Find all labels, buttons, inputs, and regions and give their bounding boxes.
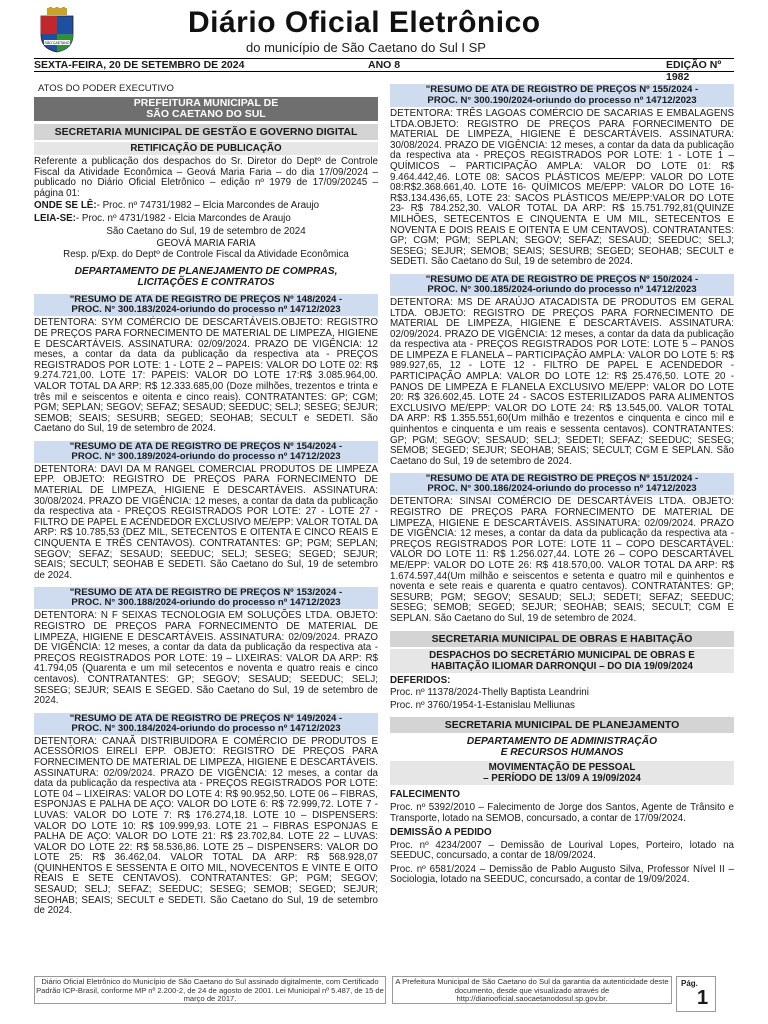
dept-compras-line2: LICITAÇÕES E CONTRATOS [137,277,275,289]
leia-se [34,214,378,225]
despachos-header [390,649,734,673]
issue-edition: EDIÇÃO Nº 1982 [666,59,722,83]
demissao-1: Proc. nº 4234/2007 – Demissão de Lourival Lopes, Porteiro, lotado na SEEDUC, concursado, a contar de 18/09/2024. [390,839,734,862]
onde-label: ONDE SE LÊ: [34,200,97,212]
movimentacao-header [390,761,734,785]
secretaria-obras-header: SECRETARIA MUNICIPAL DE OBRAS E HABITAÇÃO [390,631,734,647]
dept-adm-line2: E RECURSOS HUMANOS [500,747,624,759]
falecimento-label: FALECIMENTO [390,789,461,801]
ata-155-text: DETENTORA: TRÊS LAGOAS COMÉRCIO DE SACARIAS E EMBALAGENS LTDA.OBJETO: REGISTRO DE PREÇOS PARA FORNECIMENTO DE MATERIAL DE LIMPEZA, HIGIENE E DESCARTÁVEIS. ASSINATURA: 30/08/2024. PRAZO DE VIGÊNCIA: 12 meses, a contar da data da publicação da respectiva ata - PREÇOS REGISTRADOS POR LOTE: 1 - LOTE 1 – QUÍMICOS – PARTICIPAÇÃO AMPLA: VALOR DO LOTE 01: R$ 9.464.442,46. LOTE 08: SACOS PLÁSTICOS ME/EPP: VALOR DO LOTE 08:R$2.368.661,40. LOTE 16- QUÍMICOS ME/EPP: VALOR DO LOTE 16- R$3.134.436,65, LOTE 23: SACOS PLÁSTICOS ME/EPP:VALOR DO LOTE 23- R$ 784.252,30. VALOR TOTAL DA ARP: R$ 15.751.792,81(QUINZE MILHÕES, SETECENTOS E CINQUENTA E UM MIL, SETECENTOS E NOVENTA E DOIS REAIS E OITENTA E UM CENTAVOS). CONTRATANTES: GP; CGM; PGM; SEPLAN; SEGOV; SEFAZ; SESAUD; SEEDUC; SELJ; SESEG; SEJUR; SEMOB; SEAIS; SESURB; SEGED; SEOHAB; SECULT e SEDETI. São Caetano do Sul, 19 de setembro de 2024. [390,108,734,268]
issue-year: ANO 8 [368,59,401,71]
ata-149-line2: PROC. N° 300.184/2024-oriundo do processo nº 14712/2023 [71,722,341,734]
ata-149-line1: "RESUMO DE ATA DE REGISTRO DE PREÇOS Nº 149/2024 - [69,712,343,724]
page-number-box [676,976,716,1012]
issue-date: SEXTA-FEIRA, 20 DE SETEMBRO DE 2024 [34,59,245,71]
ata-150-header [390,274,734,296]
publication-title: Diário Oficial Eletrônico [188,6,541,39]
demissao-label: DEMISSÃO A PEDIDO [390,827,492,839]
ata-148-line1: "RESUMO DE ATA DE REGISTRO DE PREÇOS Nº 148/2024 - [69,294,343,306]
dateline-bar [34,58,734,83]
deferidos-label: DEFERIDOS: [390,674,451,686]
ata-148-line2: PROC. N° 300.183/2024-oriundo do processo nº 14712/2023 [71,304,341,316]
ata-155-header [390,84,734,107]
deferido-2: Proc. nº 3760/1954-1-Estanislau Melliunas [390,699,575,711]
demissao-2: Proc. nº 6581/2024 – Demissão de Pablo Augusto Silva, Professor Nível II – Sociologia, lotado na SEEDUC, concursado, a contar de 19/09/2024. [390,863,734,886]
ata-153-text: DETENTORA: N F SEIXAS TECNOLOGIA EM SOLUÇÕES LTDA. OBJETO: REGISTRO DE PREÇOS PARA FORNECIMENTO DE MATERIAL DE LIMPEZA, HIGIENE E DESCARTÁVEIS. ASSINATURA: 02/09/2024. PRAZO DE VIGÊNCIA: 12 meses, a contar da data da publicação da respectiva ata - PREÇOS REGISTRADOS POR LOTE: 19 – LIXEIRAS: VALOR DA ARP: R$ 41.794,05 (Quarenta e um mil setecentos e noventa e quatro reais e cinco centavos). CONTRATANTES: GP; SEGOV; SESAUD; SEEDUC; SELJ; SESEG; SEJUR; SEAIS E SEGED. São Caetano do Sul, 19 de setembro de 2024. [34,610,378,707]
prefeitura-header [34,97,378,121]
ata-154-line2: PROC. N° 300.189/2024-oriundo do processo nº 14712/2023 [71,450,341,462]
ata-148-text: DETENTORA: SYM COMÉRCIO DE DESCARTÁVEIS.OBJETO: REGISTRO DE PREÇOS PARA FORNECIMENTO DE MATERIAL DE LIMPEZA, HIGIENE E DESCARTÁVEIS. ASSINATURA: 02/09/2024. PRAZO DE VIGÊNCIA: 12 meses, a contar da data da publicação da respectiva ata - PREÇOS REGISTRADOS POR LOTE: 1 - LOTE 2 – PAPEIS: VALOR DO LOTE 02: R$ 9.274.721,00. LOTE 17: PAPEIS: VALOR DO LOTE 17:R$ 3.085.964,00. VALOR TOTAL DA ARP: R$ 12.333.685,00 (Doze milhões, trezentos e trinta e três mil e seiscentos e oitenta e cinco reais). CONTRATANTES: GP; CGM; PGM; SEPLAN; SEGOV; SEFAZ; SESAUD; SEEDUC; SELJ; SESEG; SEJUR; SEMOB; SEAIS; SESURB; SEGED; SEOHAB; SECULT e SEDETI. São Caetano do Sul, 19 de setembro de 2024. [34,317,378,435]
ata-155-line2: PROC. N° 300.190/2024-oriundo do processo nº 14712/2023 [427,94,697,106]
signer-role: Resp. p/Exp. do Deptº de Controle Fiscal da Atividade Econômica [63,248,349,260]
secretaria-gestao-header: SECRETARIA MUNICIPAL DE GESTÃO E GOVERNO DIGITAL [34,124,378,140]
publication-subtitle: do município de São Caetano do Sul I SP [246,40,486,55]
ata-154-text: DETENTORA: DAVI DA M RANGEL COMERCIAL PRODUTOS DE LIMPEZA EPP. OBJETO: REGISTRO DE PREÇOS PARA FORNECIMENTO DE MATERIAL DE LIMPEZA, HIGIENE E DESCARTÁVEIS. ASSINATURA: 30/08/2024. PRAZO DE VIGÊNCIA: 12 meses, a contar da data da publicação da respectiva ata - PREÇOS REGISTRADOS POR LOTE: 27 - LOTE 27 - FILTRO DE PAPEL E ACENDEDOR EXCLUSIVO ME/EPP: VALOR TOTAL DA ARP: R$ 10.785,53 (DEZ MIL, SETECENTOS E OITENTA E CINCO REAIS E CINQUENTA E TRÊS CENTAVOS). CONTRATANTES: GP; PGM; SEPLAN; SEGOV; SEFAZ; SESAUD; SEEDUC; SELJ; SESEG; SEGED; SEJUR; SEAIS; SECULT; SEOHAB E SEDETI. São Caetano do Sul, 19 de setembro de 2024. [34,463,378,581]
secretaria-planejamento-header: SECRETARIA MUNICIPAL DE PLANEJAMENTO [390,717,734,733]
dept-adm-line1: DEPARTAMENTO DE ADMINISTRAÇÃO [466,736,658,748]
onde-se-le [34,201,378,212]
despachos-line2: HABITAÇÃO ILIOMAR DARRONQUI – DO DIA 19/09/2024 [431,660,693,672]
ata-151-header [390,473,734,495]
local-date: São Caetano do Sul, 19 de setembro de 2024 [106,225,306,237]
ata-150-text: DETENTORA: MS DE ARAÚJO ATACADISTA DE PRODUTOS EM GERAL LTDA. OBJETO: REGISTRO DE PREÇOS PARA FORNECIMENTO DE MATERIAL DE LIMPEZA, HIGIENE E DESCARTÁVEIS. ASSINATURA: 02/09/2024. PRAZO DE VIGÊNCIA: 12 meses, a contar da data da publicação da respectiva ata - PREÇOS REGISTRADOS POR LOTE: LOTE 5 – PANOS DE LIMPEZA E FLANELA – PARTICIPAÇÃO AMPLA: VALOR DO LOTE 5: R$ 989.927,65, 12 - LOTE 12 - FILTRO DE PAPEL E ACENDEDOR - PARTICIPAÇÃO AMPLA: VALOR DO LOTE 12: R$ 25.476,50. LOTE 20 - PANOS DE LIMPEZA E FLANELA EXCLUSIVO ME/EPP: VALOR DO LOTE 20: R$ 326.602,45. LOTE 24 - SACOS ESTERILIZADOS PARA ALIMENTOS EXCLUSIVO ME/EPP: VALOR DO LOTE 24: R$ 13.545,00. VALOR TOTAL DA ARP: R$ 1.355.551,60(Um milhão e trezentos e cinquenta e cinco mil e quinhentos e cinquenta e um reais e sessenta centavos). CONTRATANTES: GP; PGM; SEGOV; SESAUD; SELJ; SEDETI; SEFAZ; SEEDUC; SESEG; SEMOB; SEGED; SEJUR; SEOHAB; SEAIS; SECULT; CGM E SEPLAN. São Caetano do Sul, 19 de setembro de 2024. [390,296,734,467]
ata-155-line1: "RESUMO DE ATA DE REGISTRO DE PREÇOS Nº 155/2024 - [425,84,699,95]
ata-154-header [34,441,378,463]
despachos-line1: DESPACHOS DO SECRETÁRIO MUNICIPAL DE OBRAS E [429,649,695,661]
falecimento-text: Proc. nº 5392/2010 – Falecimento de Jorge dos Santos, Agente de Trânsito e Transporte, lotado na SEMOB, concursado, a contar de 17/09/2024. [390,801,734,824]
ata-151-line1: "RESUMO DE ATA DE REGISTRO DE PREÇOS Nº 151/2024 - [425,473,699,485]
crest-text: SÃO CAETANO [44,41,70,45]
ata-153-line1: "RESUMO DE ATA DE REGISTRO DE PREÇOS Nº 153/2024 - [69,587,343,599]
ata-153-line2: PROC. N° 300.188/2024-oriundo do processo nº 14712/2023 [71,597,341,609]
page-number: 1 [697,987,709,1009]
retificacao-header: RETIFICAÇÃO DE PUBLICAÇÃO [34,142,378,155]
leia-text: - Proc. nº 4731/1982 - Elcia Marcondes de Araujo [75,212,291,224]
ata-154-line1: "RESUMO DE ATA DE REGISTRO DE PREÇOS Nº 154/2024 - [69,440,343,452]
onde-text: - Proc. nº 74731/1982 – Elcia Marcondes de Araujo [96,200,320,212]
ata-150-line2: PROC. N° 300.185/2024-oriundo do processo nº 14712/2023 [427,283,697,295]
signer-name: GEOVÁ MARIA FARIA [156,238,256,250]
ata-149-header [34,713,378,735]
footer-certificate-note: Diário Oficial Eletrônico do Município de São Caetano do Sul assinado digitalmente, com Certificado Padrão ICP-Brasil, conforme MP nº 2.200-2, de 24 de agosto de 2001. Lei Municipal nº 5.487, de 15 de março de 2017. [34,976,386,1004]
section-atos: ATOS DO PODER EXECUTIVO [38,83,174,94]
dept-adm-title [390,736,734,758]
prefeitura-line2: SÃO CAETANO DO SUL [146,108,266,120]
page-label: Pág. [681,979,698,988]
ata-149-text: DETENTORA: CANAÃ DISTRIBUIDORA E COMÉRCIO DE PRODUTOS E ACESSÓRIOS EIRELI EPP. OBJETO: REGISTRO DE PREÇOS PARA FORNECIMENTO DE MATERIAL DE LIMPEZA, HIGIENE E DESCARTÁVEIS. ASSINATURA: 02/09/2024. PRAZO DE VIGÊNCIA: 12 meses, a contar da data da publicação da respectiva ata - PREÇOS REGISTRADOS POR LOTE: LOTE 04 – LIXEIRAS: VALOR DO LOTE 4: R$ 90.952,50. LOTE 06 – FIBRAS, ESPONJAS E PALHA DE AÇO: VALOR DO LOTE 6: R$ 72.999,72. LOTE 7 - LUVAS: VALOR DO LOTE 7: R$ 176.274,18. LOTE 10 – DISPENSERS: VALOR DO LOTE 10: R$ 109.999,93. LOTE 21 – FIBRAS ESPONJAS E PALHA DE AÇO: VALOR DO LOTE 21: R$ 23.702,84. LOTE 22 – LUVAS: VALOR DO LOTE 22: R$ 58.536,86. LOTE 25 – DISPENSERS: VALOR DO LOTE 25: R$ 36.462,04. VALOR TOTAL DA ARP: R$ 568.928,07 (QUINHENTOS E SESSENTA E OITO MIL, NOVECENTOS E VINTE E OITO REAIS E SETE CENTAVOS). CONTRATANTES: GP; PGM; SEGOV; SESAUD; SELJ; SEFAZ; SEEDUC; SESEG; SEMOB; SEGED; SEJUR; SEOHAB; SEAIS; SECULT e SEDETI. São Caetano do Sul, 19 de setembro de 2024. [34,735,378,917]
retificacao-text: Referente a publicação dos despachos do Sr. Diretor do Deptº de Controle Fiscal da Atividade Econômica – Geová Maria Faria – do dia 17/09/2024 – publicado no Diário Oficial Eletrônico – edição nº 1979 de 17/09/20245 – página 01: [34,156,378,199]
movimentacao-line1: MOVIMENTAÇÃO DE PESSOAL [488,762,636,774]
ata-151-text: DETENTORA: SINSAI COMÉRCIO DE DESCARTÁVEIS LTDA. OBJETO: REGISTRO DE PREÇOS PARA FORNECIMENTO DE MATERIAL DE LIMPEZA, HIGIENE E DESCARTÁVEIS. ASSINATURA: 02/09/2024. PRAZO DE VIGÊNCIA: 12 meses, a contar da data da publicação da respectiva ata - PREÇOS REGISTRADOS POR LOTE: LOTE 11 – COPO DESCARTÁVEL: VALOR DO LOTE 11: R$ 1.256.027,44. LOTE 26 – COPO DESCARTÁVEL ME/EPP: VALOR DO LOTE 26: R$ 418.570,00. VALOR TOTAL DA ARP: R$ 1.674.597,44(Um milhão e seiscentos e setenta e quatro mil e quinhentos e noventa e sete reais e quarenta e quatro centavos). CONTRATANTES: GP; SESURB; PGM; SEGOV; SESAUD; SELJ; SEDETI; SEFAZ; SEEDUC; SESEG; SEMOB; SEGED; SEJUR; SEOHAB; SEAIS; SECULT; CGM E SEPLAN. São Caetano do Sul, 19 de setembro de 2024. [390,496,734,624]
ata-151-line2: PROC. N° 300.186/2024-oriundo do processo nº 14712/2023 [427,483,697,495]
ata-148-header [34,294,378,316]
movimentacao-line2: – PERÍODO DE 13/09 A 19/09/2024 [483,773,641,785]
leia-label: LEIA-SE: [34,212,76,224]
right-column [390,84,734,886]
dept-compras-line1: DEPARTAMENTO DE PLANEJAMENTO DE COMPRAS, [74,266,338,278]
dept-compras-title [34,266,378,288]
masthead [0,0,768,58]
city-crest-logo [38,7,76,53]
prefeitura-line1: PREFEITURA MUNICIPAL DE [133,97,279,109]
deferido-1: Proc. nº 11378/2024-Thelly Baptista Leandrini [390,687,589,699]
footer-authenticity-note: A Prefeitura Municipal de São Caetano do Sul da garantia da autenticidade deste documento, desde que visualizado através de http://diariooficial.saocaetanodosul.sp.gov.br. [392,976,672,1004]
ata-153-header [34,587,378,609]
ata-150-line1: "RESUMO DE ATA DE REGISTRO DE PREÇOS Nº 150/2024 - [425,273,699,285]
left-column [34,80,378,917]
